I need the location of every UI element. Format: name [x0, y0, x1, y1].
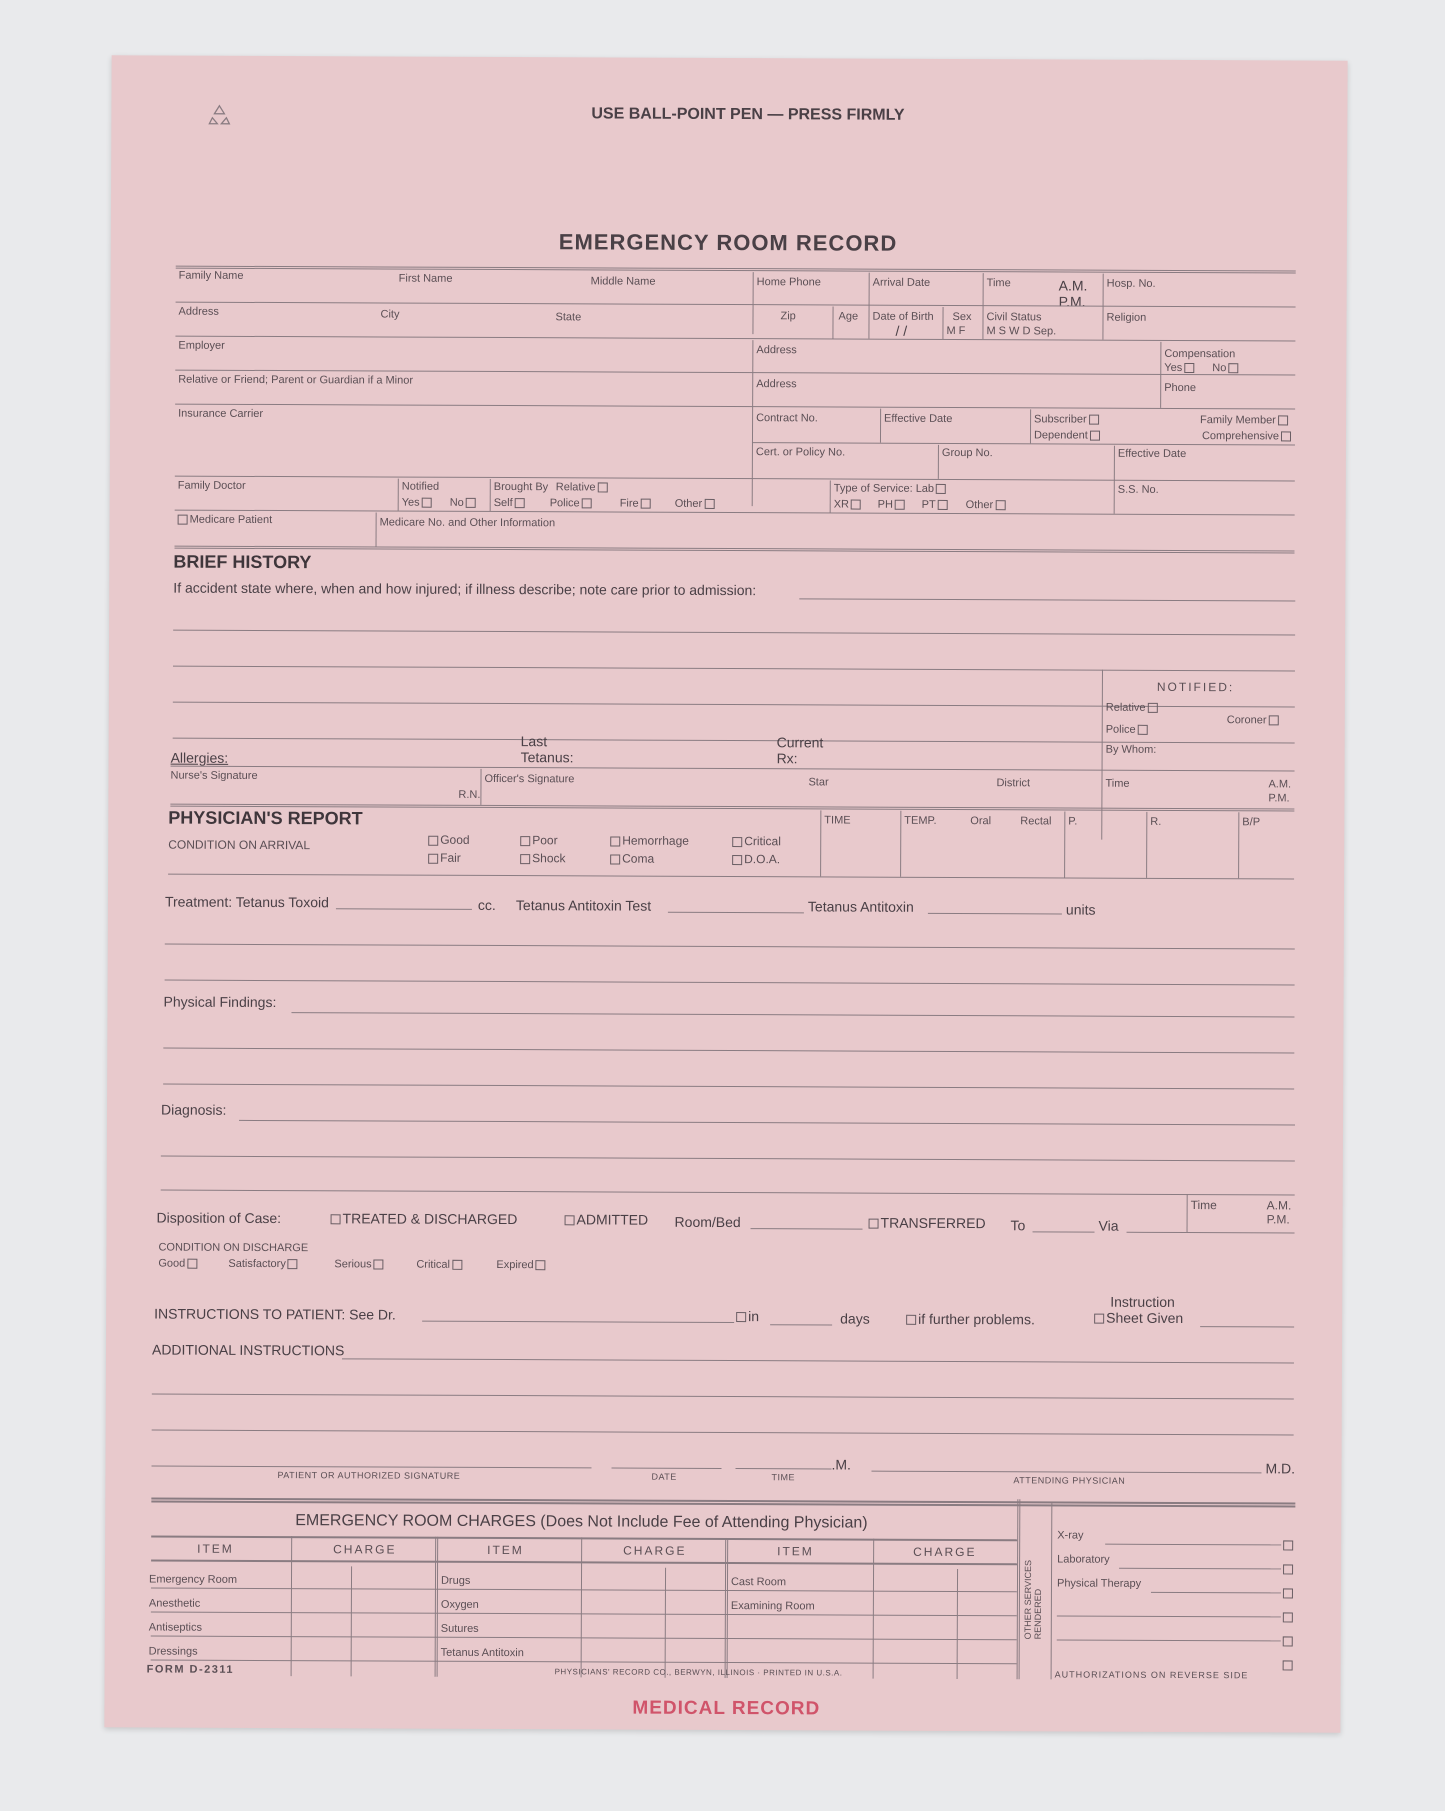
- condition-good[interactable]: Good: [426, 833, 469, 847]
- copy-label: MEDICAL RECORD: [632, 1697, 821, 1720]
- relative-label: Relative or Friend; Parent or Guardian if a Minor: [178, 373, 414, 387]
- divider: [151, 1497, 1295, 1507]
- write-line: [151, 1659, 1017, 1664]
- family-doctor-label: Family Doctor: [177, 479, 246, 492]
- write-line: [1033, 1231, 1095, 1232]
- write-line: [1057, 1639, 1281, 1641]
- checkbox[interactable]: [995, 500, 1005, 510]
- room-bed-label: Room/Bed: [674, 1213, 741, 1231]
- by-whom-label: By Whom:: [1105, 743, 1157, 756]
- vitals-time-label: TIME: [824, 814, 851, 827]
- via-label: Via: [1098, 1217, 1119, 1234]
- checkbox[interactable]: [1090, 431, 1100, 441]
- checkbox[interactable]: [938, 500, 948, 510]
- notified-coroner[interactable]: Coroner: [1227, 714, 1281, 726]
- brought-by-fire[interactable]: Fire: [620, 498, 653, 510]
- physical-findings-label: Physical Findings:: [163, 993, 277, 1011]
- divider: [1146, 812, 1147, 878]
- divider: [830, 480, 831, 512]
- checkbox[interactable]: [1281, 1656, 1295, 1674]
- checkbox[interactable]: [452, 1260, 462, 1270]
- instructions-in[interactable]: in: [734, 1308, 759, 1324]
- checkbox[interactable]: [1148, 703, 1158, 713]
- brought-by-police[interactable]: Police: [550, 497, 594, 509]
- ss-no-label: S.S. No.: [1117, 483, 1159, 496]
- divider: [151, 1535, 1017, 1541]
- religion-label: Religion: [1106, 311, 1147, 324]
- other-service-physical-therapy: Physical Therapy: [1056, 1577, 1142, 1590]
- divider: [1187, 1232, 1295, 1233]
- instruction-sheet-label-1: Instruction: [1110, 1293, 1175, 1310]
- divider: [752, 272, 753, 334]
- checkbox[interactable]: [851, 500, 861, 510]
- pen-instruction: USE BALL-POINT PEN — PRESS FIRMLY: [591, 105, 905, 124]
- antitoxin-test-label: Tetanus Antitoxin Test: [515, 897, 652, 914]
- civil-status-label: Civil Status: [986, 311, 1042, 324]
- checkbox[interactable]: [331, 1215, 341, 1225]
- write-line: [1200, 1326, 1294, 1327]
- checkbox[interactable]: [906, 1315, 916, 1325]
- disposition-time-label: Time: [1190, 1198, 1217, 1213]
- divider: [291, 1536, 293, 1676]
- date-line[interactable]: [611, 1468, 721, 1469]
- emergency-room-record-form: [104, 55, 1347, 1732]
- vitals-resp-label: R.: [1150, 815, 1162, 828]
- write-line: [1127, 1232, 1187, 1233]
- condition-on-discharge-label: CONDITION ON DISCHARGE: [158, 1241, 309, 1255]
- charge-item-dressings: Dressings: [148, 1645, 198, 1658]
- divider: [1064, 811, 1065, 877]
- divider: [942, 307, 943, 339]
- condition-on-arrival-label: CONDITION ON ARRIVAL: [168, 837, 311, 853]
- pm-label: P.M.: [1058, 293, 1086, 310]
- divider: [398, 479, 399, 511]
- divider: [435, 1537, 439, 1677]
- checkbox[interactable]: [1138, 725, 1148, 735]
- discharge-good[interactable]: Good: [158, 1258, 199, 1270]
- service-other[interactable]: Other: [966, 499, 1008, 511]
- divider: [1101, 670, 1103, 840]
- history-prompt: If accident state where, when and how injured; if illness describe; note care prior to admission:: [173, 579, 757, 599]
- checkbox[interactable]: [1281, 1560, 1295, 1578]
- zip-label: Zip: [780, 310, 796, 323]
- printer-credit: PHYSICIANS' RECORD CO., BERWYN, ILLINOIS · PRINTED IN U.S.A.: [554, 1667, 843, 1678]
- divider: [752, 442, 1295, 445]
- brought-by-self[interactable]: Self: [494, 497, 527, 509]
- notified-heading: NOTIFIED:: [1156, 679, 1235, 695]
- compensation-no[interactable]: No: [1212, 362, 1240, 374]
- diagnosis-label: Diagnosis:: [161, 1101, 227, 1118]
- divider: [168, 874, 1294, 880]
- checkbox[interactable]: [610, 854, 620, 864]
- service-pt[interactable]: PT: [922, 499, 950, 511]
- city-label: City: [380, 308, 400, 321]
- divider: [873, 1539, 875, 1679]
- antitoxin-label: Tetanus Antitoxin: [807, 898, 914, 915]
- charge-item-oxygen: Oxygen: [440, 1598, 479, 1611]
- pm-label: P.M.: [1268, 792, 1290, 805]
- write-line: [928, 913, 1062, 915]
- recycle-icon: [206, 102, 232, 128]
- divider: [175, 476, 1295, 482]
- checkbox[interactable]: [428, 836, 438, 846]
- write-line: [151, 1611, 1017, 1616]
- col3-item-header: ITEM: [777, 1544, 814, 1559]
- pm-label: P.M.: [1266, 1212, 1290, 1227]
- write-line: [173, 738, 1295, 744]
- disposition-label: Disposition of Case:: [156, 1209, 282, 1227]
- other-service-xray: X-ray: [1057, 1529, 1084, 1542]
- checkbox[interactable]: [641, 499, 651, 509]
- checkbox[interactable]: [466, 498, 476, 508]
- medicare-info-label: Medicare No. and Other Information: [379, 516, 556, 530]
- divider: [938, 445, 939, 479]
- condition-shock[interactable]: Shock: [518, 851, 565, 865]
- disposition-treated[interactable]: TREATED & DISCHARGED: [329, 1210, 518, 1227]
- condition-fair[interactable]: Fair: [426, 851, 461, 865]
- col2-item-header: ITEM: [487, 1542, 524, 1558]
- dob-label: Date of Birth: [872, 310, 934, 323]
- sex-options[interactable]: M F: [946, 324, 966, 338]
- write-line: [1057, 1615, 1281, 1617]
- attending-physician-line[interactable]: [871, 1471, 1261, 1474]
- condition-doa[interactable]: D.O.A.: [730, 852, 780, 866]
- age-label: Age: [838, 310, 859, 323]
- vitals-oral-label: Oral: [970, 815, 992, 828]
- divider: [175, 404, 1295, 410]
- divider: [581, 1537, 583, 1677]
- checkbox[interactable]: [736, 1312, 746, 1322]
- effective-date-2-label: Effective Date: [1117, 447, 1187, 461]
- charge-item-sutures: Sutures: [440, 1622, 479, 1635]
- compensation-yes[interactable]: Yes: [1164, 362, 1196, 374]
- condition-poor[interactable]: Poor: [518, 833, 557, 847]
- checkbox[interactable]: [732, 855, 742, 865]
- divider: [1017, 1499, 1021, 1679]
- cert-policy-label: Cert. or Policy No.: [755, 446, 846, 459]
- write-line: [165, 980, 1295, 986]
- time-label: Time: [986, 277, 1011, 290]
- checkbox[interactable]: [536, 1260, 546, 1270]
- sex-label: Sex: [952, 310, 972, 324]
- charges-heading: EMERGENCY ROOM CHARGES (Does Not Include Fee of Attending Physician): [295, 1512, 868, 1532]
- divider: [1051, 1503, 1053, 1679]
- md-label: M.D.: [1265, 1460, 1296, 1477]
- units-label: units: [1065, 901, 1096, 918]
- brought-by-other[interactable]: Other: [675, 498, 717, 510]
- group-no-label: Group No.: [941, 446, 993, 460]
- officer-signature-label: Officer's Signature: [484, 772, 575, 786]
- compensation-label: Compensation: [1164, 347, 1236, 361]
- discharge-critical[interactable]: Critical: [416, 1259, 464, 1271]
- charge-item-antiseptics: Antiseptics: [148, 1621, 203, 1634]
- checkbox[interactable]: [520, 854, 530, 864]
- effective-date-label: Effective Date: [884, 412, 953, 425]
- meridiem-label: .M.: [831, 1456, 851, 1473]
- vitals-pulse-label: P.: [1068, 815, 1078, 828]
- instructions-label: INSTRUCTIONS TO PATIENT: See Dr.: [154, 1305, 396, 1323]
- charge-item-anesthetic: Anesthetic: [148, 1597, 201, 1610]
- brief-history-heading: BRIEF HISTORY: [173, 551, 312, 573]
- vitals-rectal-label: Rectal: [1020, 815, 1052, 828]
- checkbox[interactable]: [1281, 1608, 1295, 1626]
- write-line: [770, 1324, 832, 1325]
- diagnosis-textarea[interactable]: [239, 1100, 1293, 1199]
- notified-no[interactable]: No: [450, 497, 478, 509]
- write-line: [668, 912, 804, 914]
- checkbox[interactable]: [428, 854, 438, 864]
- write-line: [1119, 1568, 1281, 1570]
- brought-by-relative[interactable]: Relative: [556, 481, 610, 493]
- divider: [820, 810, 821, 876]
- checkbox[interactable]: [422, 498, 432, 508]
- checkbox[interactable]: [1094, 1314, 1104, 1324]
- instructions-further-problems[interactable]: if further problems.: [904, 1311, 1035, 1328]
- am-label: A.M.: [1058, 277, 1088, 294]
- insurance-carrier-label: Insurance Carrier: [178, 407, 264, 420]
- to-label: To: [1010, 1217, 1026, 1234]
- physician-report-heading: PHYSICIAN'S REPORT: [168, 807, 363, 829]
- form-title: EMERGENCY ROOM RECORD: [558, 229, 898, 256]
- address-label: Address: [178, 305, 219, 318]
- checkbox[interactable]: [374, 1260, 384, 1270]
- checkbox[interactable]: [582, 498, 592, 508]
- last-tetanus-label-1: Last: [520, 733, 548, 750]
- employer-address-label: Address: [756, 344, 797, 357]
- condition-coma[interactable]: Coma: [608, 851, 654, 865]
- days-label: days: [840, 1310, 870, 1327]
- family-name-label: Family Name: [178, 269, 244, 282]
- divider: [900, 811, 901, 877]
- patient-signature-label: PATIENT OR AUTHORIZED SIGNATURE: [277, 1470, 461, 1481]
- time-label: Time: [1105, 777, 1130, 790]
- divider: [151, 1559, 1017, 1565]
- checkbox[interactable]: [895, 500, 905, 510]
- checkbox[interactable]: [520, 836, 530, 846]
- charge-item-tetanus-antitoxin: Tetanus Antitoxin: [440, 1646, 524, 1660]
- allergies-label: Allergies:: [170, 749, 229, 766]
- service-ph[interactable]: PH: [878, 499, 907, 511]
- divider: [725, 1538, 729, 1678]
- date-label: DATE: [651, 1471, 677, 1482]
- subscriber-option[interactable]: Subscriber: [1034, 413, 1101, 425]
- discharge-serious[interactable]: Serious: [334, 1258, 385, 1270]
- divider: [376, 512, 377, 546]
- checkbox[interactable]: [936, 484, 946, 494]
- checkbox[interactable]: [1089, 415, 1099, 425]
- divider: [176, 266, 1296, 274]
- home-phone-label: Home Phone: [756, 276, 821, 289]
- divider: [880, 409, 881, 443]
- comprehensive-option[interactable]: Comprehensive: [1202, 430, 1293, 442]
- rn-label: R.N.: [458, 788, 481, 801]
- col3-charge-header: CHARGE: [913, 1544, 977, 1560]
- write-line: [165, 944, 1295, 950]
- checkbox[interactable]: [565, 1216, 575, 1226]
- patient-signature-line[interactable]: [151, 1465, 591, 1468]
- divider: [480, 769, 481, 805]
- brought-by-label: Brought By: [493, 480, 549, 494]
- employer-label: Employer: [178, 339, 225, 352]
- divider: [1187, 1194, 1188, 1232]
- charge-item-emergency-room: Emergency Room: [148, 1573, 238, 1586]
- divider: [752, 340, 754, 506]
- write-line: [336, 908, 472, 910]
- hosp-no-label: Hosp. No.: [1106, 277, 1156, 290]
- form-number: FORM D-2311: [146, 1663, 235, 1676]
- nurse-signature-label: Nurse's Signature: [170, 769, 258, 782]
- vitals-bp-label: B/P: [1242, 816, 1261, 829]
- checkbox[interactable]: [732, 837, 742, 847]
- condition-critical[interactable]: Critical: [730, 834, 781, 848]
- checkbox[interactable]: [1281, 1584, 1295, 1602]
- other-service-laboratory: Laboratory: [1057, 1553, 1110, 1566]
- notified-label: Notified: [401, 480, 440, 493]
- notified-police[interactable]: Police: [1106, 724, 1150, 736]
- last-tetanus-label-2: Tetanus:: [520, 749, 574, 766]
- current-rx-label-2: Rx:: [776, 750, 798, 767]
- middle-name-label: Middle Name: [590, 275, 656, 288]
- write-line: [1105, 1544, 1281, 1546]
- authorizations-note: AUTHORIZATIONS ON REVERSE SIDE: [1054, 1669, 1249, 1681]
- discharge-expired[interactable]: Expired: [496, 1259, 547, 1271]
- state-label: State: [555, 311, 582, 324]
- checkbox[interactable]: [1184, 363, 1194, 373]
- checkbox[interactable]: [515, 498, 525, 508]
- physical-findings-textarea[interactable]: [291, 992, 1295, 1090]
- contract-no-label: Contract No.: [756, 412, 818, 425]
- write-line: [422, 1321, 734, 1323]
- district-label: District: [996, 777, 1031, 790]
- dob-slashes: / /: [895, 322, 908, 339]
- checkbox[interactable]: [869, 1219, 879, 1229]
- divider: [490, 479, 491, 511]
- condition-hemorrhage[interactable]: Hemorrhage: [608, 833, 689, 847]
- checkbox[interactable]: [1278, 415, 1288, 425]
- cc-label: cc.: [477, 896, 496, 913]
- write-line: [151, 1587, 1017, 1592]
- divider: [175, 336, 1295, 342]
- am-label: A.M.: [1268, 778, 1292, 791]
- col2-charge-header: CHARGE: [623, 1543, 687, 1558]
- divider: [175, 510, 1295, 516]
- divider: [1238, 812, 1239, 878]
- phone-label: Phone: [1164, 381, 1197, 395]
- checkbox[interactable]: [1268, 715, 1278, 725]
- time-label: TIME: [771, 1472, 795, 1483]
- charge-item-examining-room: Examining Room: [730, 1600, 815, 1613]
- checkbox[interactable]: [178, 515, 188, 525]
- other-services-label: OTHER SERVICES RENDERED: [1022, 1559, 1043, 1640]
- col1-item-header: ITEM: [197, 1541, 234, 1556]
- checkbox[interactable]: [704, 499, 714, 509]
- attending-physician-label: ATTENDING PHYSICIAN: [1013, 1475, 1126, 1486]
- time-line[interactable]: [735, 1468, 831, 1469]
- charge-item-drugs: Drugs: [440, 1574, 471, 1587]
- divider: [1030, 409, 1031, 443]
- service-xr[interactable]: XR: [834, 498, 863, 510]
- discharge-satisfactory[interactable]: Satisfactory: [228, 1258, 300, 1270]
- family-member-option[interactable]: Family Member: [1200, 414, 1290, 426]
- col1-charge-header: CHARGE: [333, 1542, 397, 1557]
- additional-instructions-textarea[interactable]: [342, 1338, 1296, 1436]
- disposition-transferred[interactable]: TRANSFERRED: [867, 1215, 986, 1232]
- vitals-temp-label: TEMP.: [904, 814, 937, 827]
- instruction-sheet-given[interactable]: Sheet Given: [1092, 1310, 1183, 1326]
- am-label: A.M.: [1266, 1198, 1292, 1213]
- divider: [175, 546, 1295, 554]
- checkbox[interactable]: [610, 836, 620, 846]
- write-line: [751, 1228, 863, 1229]
- write-line: [151, 1635, 1017, 1640]
- charge-item-cast-room: Cast Room: [730, 1576, 787, 1589]
- type-of-service[interactable]: Type of Service: Lab: [834, 482, 948, 494]
- checkbox[interactable]: [1281, 1632, 1295, 1650]
- additional-instructions-label: ADDITIONAL INSTRUCTIONS: [151, 1341, 345, 1359]
- checkbox[interactable]: [1281, 432, 1291, 442]
- civil-status-options[interactable]: M S W D Sep.: [986, 325, 1057, 338]
- medicare-patient-option[interactable]: Medicare Patient: [176, 514, 273, 526]
- divider: [171, 766, 1295, 772]
- relative-address-label: Address: [756, 378, 797, 391]
- first-name-label: First Name: [398, 272, 453, 285]
- disposition-admitted[interactable]: ADMITTED: [563, 1211, 649, 1227]
- checkbox[interactable]: [288, 1259, 298, 1269]
- dependent-option[interactable]: Dependent: [1034, 429, 1102, 441]
- notified-yes[interactable]: Yes: [402, 497, 434, 509]
- divider: [832, 306, 833, 338]
- checkbox[interactable]: [187, 1259, 197, 1269]
- tetanus-toxoid-label: Treatment: Tetanus Toxoid: [164, 893, 329, 911]
- checkbox[interactable]: [1281, 1536, 1295, 1554]
- current-rx-label-1: Current: [776, 734, 824, 751]
- notified-relative[interactable]: Relative: [1106, 702, 1160, 714]
- arrival-date-label: Arrival Date: [872, 276, 931, 289]
- star-label: Star: [808, 776, 829, 789]
- checkbox[interactable]: [1228, 363, 1238, 373]
- checkbox[interactable]: [598, 483, 608, 493]
- write-line: [1151, 1592, 1281, 1594]
